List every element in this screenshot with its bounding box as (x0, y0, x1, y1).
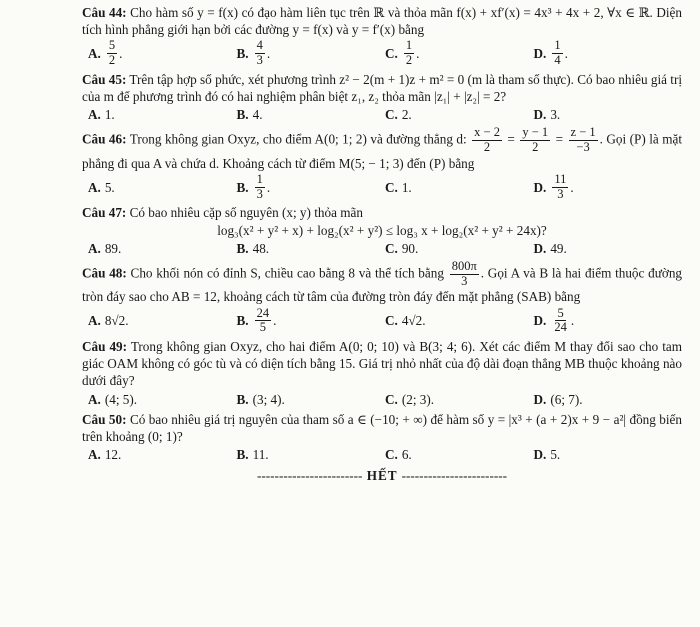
option-label: C. (385, 179, 398, 195)
option-value: 90. (401, 240, 419, 256)
numerator: 11 (554, 171, 567, 186)
denominator: 4 (554, 53, 561, 68)
denominator: 3 (256, 186, 263, 201)
option-value: 8√2. (104, 313, 129, 329)
denominator: −3 (576, 140, 590, 155)
question-text-continued: . Gọi (P) là mặt phẳng đi qua A và chứa d. Khoảng cách từ điểm M(5; − 1; 3) đến (P) bằng (82, 131, 682, 171)
end-label: HẾT (366, 468, 398, 484)
option-value: 48. (252, 240, 270, 256)
option-label: A. (88, 391, 101, 407)
question-text: Cho hàm số y = f(x) có đạo hàm liên tục trên ℝ và thỏa mãn f(x) + xf′(x) = 4x³ + 4x + 2, ∀x ∈ ℝ. Diện tích hình phẳng giới hạn bởi các đường y = f(x) và y = f′(x) bằng (82, 5, 683, 38)
numerator: z − 1 (570, 125, 596, 140)
equals-sign: = (507, 131, 515, 147)
option-b[interactable]: B. $\frac{24}{5}$ . (236, 305, 277, 335)
denominator: 2 (483, 140, 491, 155)
option-b[interactable] (237, 106, 386, 123)
question-text: Có bao nhiêu cặp số nguyên (x; y) thỏa mãn (129, 205, 363, 221)
fraction (255, 307, 272, 336)
fraction (552, 39, 562, 68)
denominator: 24 (554, 320, 567, 335)
option-label: B. (236, 391, 249, 407)
question-48 (82, 260, 682, 335)
numerator: x − 2 (474, 125, 500, 140)
denominator: 5 (259, 320, 266, 335)
option-value: (2; 3). (401, 391, 435, 407)
question-50 (82, 411, 682, 463)
option-label: D. (533, 447, 547, 462)
fraction (450, 260, 479, 289)
option-value: 1. (104, 107, 115, 123)
question-44 (82, 4, 682, 68)
option-value: 5. (104, 179, 115, 195)
option-a[interactable]: A. $\frac{5}{2}$ . (88, 38, 123, 68)
option-d[interactable] (534, 391, 683, 408)
question-number: Câu 50: (82, 411, 127, 427)
question-text: Có bao nhiêu giá trị nguyên của tham số a ∈ (−10; + ∞) để hàm số y = |x³ + (a + 2)x + 9 − a²| đồng biến trên khoảng (0; 1)? (82, 411, 683, 444)
answer-options (88, 39, 682, 68)
question-number: Câu 44: (82, 5, 127, 20)
question-49 (82, 338, 682, 408)
question-45 (82, 71, 682, 123)
option-label: B. (236, 45, 249, 61)
formula: log₃(x² + y² + x) + log₂(x² + y²) ≤ log₃ x + log₂(x² + y² + 24x)? (217, 222, 547, 238)
fraction (472, 126, 502, 155)
fraction (520, 126, 550, 155)
option-a[interactable] (88, 307, 237, 336)
option-value: 49. (550, 240, 567, 256)
option-label: A. (88, 45, 101, 61)
option-label: A. (88, 179, 101, 195)
option-value: 11. (252, 447, 269, 462)
equals-sign: = (555, 131, 564, 147)
numerator: 1 (405, 38, 413, 53)
question-number: Câu 48: (82, 265, 127, 281)
denominator: 2 (405, 53, 413, 68)
option-value: (3; 4). (252, 391, 285, 407)
option-label: D. (533, 179, 547, 195)
question-number: Câu 45: (82, 71, 127, 87)
option-b[interactable] (237, 240, 386, 257)
denominator: 2 (108, 53, 116, 68)
option-label: D. (533, 107, 547, 123)
option-value: 4√2. (401, 313, 426, 329)
option-label: A. (88, 107, 101, 123)
denominator: 2 (532, 140, 539, 155)
question-text: Trên tập hợp số phức, xét phương trình z² − 2(m + 1)z + m² = 0 (m là tham số thực). Có bao nhiêu giá trị của m để phương trình đó có hai nghiệm phân biệt z₁, z₂ thỏa mãn |z₁| + |z₂| = 2? (82, 71, 683, 104)
fraction (107, 39, 117, 68)
numerator: 4 (256, 38, 263, 53)
dash-line-left: ------------------------ (256, 468, 363, 484)
option-label: C. (385, 391, 398, 407)
option-a[interactable] (88, 446, 237, 463)
option-d[interactable] (534, 446, 683, 463)
option-d[interactable]: D. $\frac{11}{3}$ . (533, 171, 574, 201)
option-value: 1. (401, 179, 412, 195)
question-text: Trong không gian Oxyz, cho hai điểm A(0; 0; 10) và B(3; 4; 6). Xét các điểm M thay đổi sao cho tam giác OAM không có góc tù và có diện tích bằng 15. Giá trị nhỏ nhất của độ dài đoạn thẳng MB thuộc khoảng nào dưới đây? (82, 339, 683, 389)
option-a[interactable] (88, 240, 237, 257)
option-value: (4; 5). (104, 391, 138, 407)
question-46 (82, 126, 682, 201)
fraction (404, 39, 414, 68)
option-c[interactable] (385, 106, 534, 123)
option-b[interactable] (237, 391, 386, 408)
fraction (552, 307, 569, 336)
question-number: Câu 47: (82, 205, 127, 221)
option-b[interactable]: B. $\frac{1}{3}$ . (236, 171, 271, 201)
option-label: B. (236, 313, 249, 329)
denominator: 3 (461, 273, 468, 288)
option-b[interactable]: B. $\frac{4}{3}$ . (236, 38, 271, 68)
fraction (255, 39, 265, 68)
option-label: C. (385, 313, 398, 329)
fraction (255, 173, 265, 202)
option-label: D. (533, 240, 547, 256)
numerator: 5 (557, 305, 564, 320)
question-number: Câu 46: (82, 131, 127, 147)
answer-options (88, 240, 682, 257)
question-text-continued: . Gọi A và B là hai điểm thuộc đường tròn đáy sao cho AB = 12, khoảng cách từ tâm của đường tròn đáy đến mặt phẳng (SAB) bằng (82, 265, 683, 305)
option-label: C. (385, 45, 398, 61)
question-text: Cho khối nón có đỉnh S, chiều cao bằng 8 và thể tích bằng (130, 265, 444, 281)
option-value: 5. (550, 447, 561, 462)
option-label: B. (236, 107, 249, 123)
answer-options (88, 106, 682, 123)
denominator: 3 (256, 53, 263, 68)
answer-options (88, 173, 682, 202)
answer-options (88, 307, 682, 336)
option-label: B. (236, 179, 249, 195)
option-label: C. (385, 447, 398, 462)
numerator: y − 1 (522, 125, 549, 140)
end-marker (82, 467, 682, 484)
option-c[interactable] (385, 446, 534, 463)
denominator: 3 (557, 186, 564, 201)
option-d[interactable] (534, 240, 683, 257)
option-label: B. (236, 447, 249, 462)
numerator: 800π (451, 258, 477, 273)
fraction (552, 173, 568, 202)
option-d[interactable]: D. $\frac{5}{24}$ . (533, 305, 575, 335)
option-label: A. (88, 313, 101, 329)
answer-options (88, 446, 682, 463)
option-c[interactable] (385, 173, 534, 202)
option-value: 4. (252, 107, 263, 123)
numerator: 5 (108, 38, 116, 53)
option-d[interactable]: D. $\frac{1}{4}$ . (533, 38, 568, 68)
option-c[interactable] (385, 391, 534, 408)
numerator: 1 (554, 38, 561, 53)
option-value: 12. (104, 447, 122, 462)
option-a[interactable] (88, 173, 237, 202)
option-label: C. (385, 240, 398, 256)
option-label: B. (236, 240, 249, 256)
option-label: A. (88, 447, 101, 462)
option-label: C. (385, 107, 398, 123)
question-number: Câu 49: (82, 339, 128, 355)
option-label: D. (533, 313, 547, 329)
option-a[interactable] (88, 391, 237, 408)
option-value: 2. (401, 107, 412, 123)
numerator: 24 (256, 305, 270, 320)
question-text: Trong không gian Oxyz, cho điểm A(0; 1; 2) và đường thẳng d: (129, 131, 467, 147)
answer-options (88, 391, 682, 408)
option-b[interactable] (237, 446, 386, 463)
option-c[interactable] (385, 240, 534, 257)
option-label: D. (533, 45, 547, 61)
option-a[interactable] (88, 106, 237, 123)
option-label: D. (533, 391, 547, 407)
numerator: 1 (256, 171, 263, 186)
dash-line-right: ------------------------ (401, 468, 508, 484)
option-value: 3. (550, 107, 561, 123)
option-d[interactable] (534, 106, 683, 123)
fraction (569, 126, 598, 155)
option-c[interactable]: C. $\frac{1}{2}$ . (385, 38, 420, 68)
option-value: 89. (104, 240, 122, 256)
option-value: 6. (401, 447, 412, 462)
question-47 (82, 204, 682, 256)
option-c[interactable] (385, 307, 534, 336)
option-label: A. (88, 240, 101, 256)
option-value: (6; 7). (550, 391, 583, 407)
